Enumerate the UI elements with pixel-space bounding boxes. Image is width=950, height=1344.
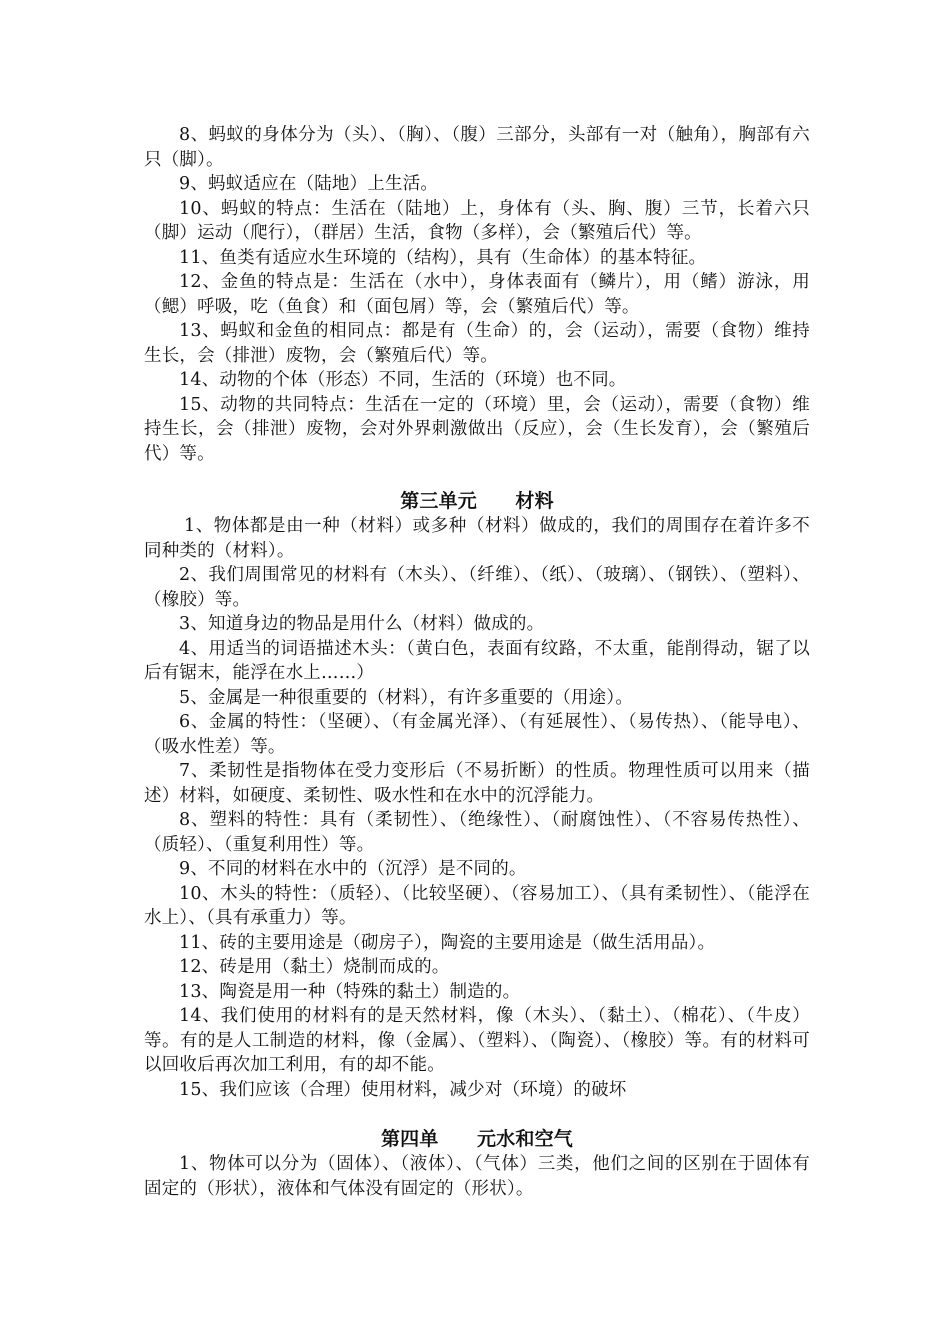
section-heading-unit4: 第四单 元水和空气 [380,1128,573,1150]
list-item: 4、用适当的词语描述木头：（黄白色，表面有纹路，不太重，能削得动，锯了以后有锯末，能浮在水上……） [144,638,810,683]
section-heading-unit3: 第三单元 材料 [400,490,554,512]
list-item: 1、物体都是由一种（材料）或多种（材料）做成的，我们的周围存在着许多不同种类的（材料）。 [144,516,810,561]
list-item: 8、塑料的特性：具有（柔韧性）、（绝缘性）、（耐腐蚀性）、（不容易传热性）、（质轻）、（重复利用性）等。 [144,810,810,855]
list-item: 2、我们周围常见的材料有（木头）、（纤维）、（纸）、（玻璃）、（钢铁）、（塑料）、（橡胶）等。 [144,565,810,610]
list-item: 9、不同的材料在水中的（沉浮）是不同的。 [179,859,527,879]
list-item: 3、知道身边的物品是用什么（材料）做成的。 [179,614,545,634]
list-item: 12、金鱼的特点是：生活在（水中），身体表面有（鳞片），用（鳍）游泳，用（鳃）呼吸，吃（鱼食）和（面包屑）等，会（繁殖后代）等。 [144,272,810,317]
list-item: 15、动物的共同特点：生活在一定的（环境）里，会（运动），需要（食物）维持生长，会（排泄）废物，会对外界刺激做出（反应），会（生长发育），会（繁殖后代）等。 [144,394,810,464]
list-item: 12、砖是用（黏土）烧制而成的。 [179,957,450,977]
document-page [144,123,810,1201]
list-item: 13、陶瓷是用一种（特殊的黏土）制造的。 [179,981,521,1002]
list-item: 11、鱼类有适应水生环境的（结构），具有（生命体）的基本特征。 [179,247,707,268]
list-item: 10、蚂蚁的特点：生活在（陆地）上，身体有（头、胸、腹）三节，长着六只（脚）运动（爬行），（群居）生活，食物（多样），会（繁殖后代）等。 [144,198,810,243]
list-item: 1、物体可以分为（固体）、（液体）、（气体）三类，他们之间的区别在于固体有固定的（形状），液体和气体没有固定的（形状）。 [144,1154,810,1199]
list-item: 8、蚂蚁的身体分为（头）、（胸）、（腹）三部分，头部有一对（触角），胸部有六只（脚）。 [144,125,810,170]
list-item: 5、金属是一种很重要的（材料），有许多重要的（用途）。 [179,687,634,708]
list-item: 10、木头的特性：（质轻）、（比较坚硬）、（容易加工）、（具有柔韧性）、（能浮在水上）、（具有承重力）等。 [144,883,810,928]
list-item: 6、金属的特性：（坚硬）、（有金属光泽）、（有延展性）、（易传热）、（能导电）、（吸水性差）等。 [144,712,810,757]
list-item: 13、蚂蚁和金鱼的相同点：都是有（生命）的，会（运动），需要（食物）维持生长，会（排泄）废物，会（繁殖后代）等。 [144,321,810,366]
list-item: 14、动物的个体（形态）不同，生活的（环境）也不同。 [179,370,627,390]
list-item: 9、蚂蚁适应在（陆地）上生活。 [179,174,439,194]
list-item: 7、柔韧性是指物体在受力变形后（不易折断）的性质。物理性质可以用来（描述）材料，如硬度、柔韧性、吸水性和在水中的沉浮能力。 [144,761,810,806]
list-item: 15、我们应该（合理）使用材料，减少对（环境）的破坏 [179,1079,627,1100]
list-item: 14、我们使用的材料有的是天然材料，像（木头）、（黏土）、（棉花）、（牛皮）等。有的是人工制造的材料，像（金属）、（塑料）、（陶瓷）、（橡胶）等。有的材料可以回收后再次加工利用，有的却不能。 [144,1006,810,1075]
list-item: 11、砖的主要用途是（砌房子），陶瓷的主要用途是（做生活用品）。 [179,932,716,953]
